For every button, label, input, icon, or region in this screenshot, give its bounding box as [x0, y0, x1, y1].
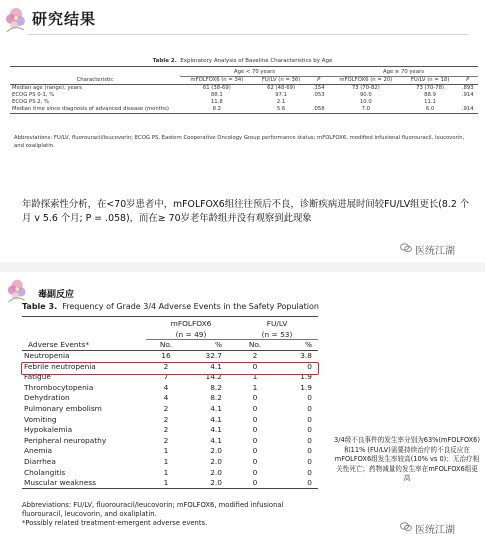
adverse-events-table — [22, 316, 318, 489]
table-caption: Table 2. Exploratory Analysis of Baseline Characteristics by Age — [152, 58, 333, 64]
baseline-table — [10, 66, 478, 114]
table-row: Median age (range), years 61 (38-69) 62 (48-69) .154 73 (70-82) 73 (70-78) .893 — [12, 85, 474, 91]
table-row: Vomiting 2 4.1 0 0 — [24, 414, 312, 424]
slide-adverse-events — [0, 272, 485, 554]
table-row: Cholangitis 1 2.0 0 0 — [24, 467, 312, 477]
footnote-text: *Possibly related treatment-emergent adverse events. — [22, 518, 208, 527]
slide-title: 研究结果 — [32, 10, 97, 28]
flower-decoration-icon — [4, 4, 34, 34]
table-row: Muscular weakness 1 2.0 0 0 — [22, 477, 318, 488]
table-row-neutropenia: Neutropenia 16 32.7 2 3.8 — [22, 350, 318, 361]
slide-title: 毒副反应 — [38, 290, 75, 300]
watermark — [400, 242, 455, 257]
table-row: Diarrhea 1 2.0 0 0 — [24, 457, 312, 467]
table-header-row: Adverse Events* No. % No. % — [22, 340, 318, 351]
slide-description: 3/4级不良事件的发生率分别为63%(mFOLFOX6)和11% (FU/LV)需要持续治疗的不良反应在mFOLFOX6组发生率较高(10% vs 0)；无治疗相关性死亡；药物减量的发生率在mFOLFOX6组更高 — [334, 436, 480, 483]
table-row: Median time since diagnosis of advanced disease (months) 8.2 5.6 .058 7.0 6.0 .914 — [10, 106, 478, 114]
slide-separator — [0, 262, 485, 272]
slide-description: 年龄探索性分析，在<70岁患者中，mFOLFOX6组往往预后不良，诊断疾病进展时间较FU/LV组更长(8.2 个月 v 5.6 个月; P = .058)，而在≥ 70岁老年龄组并没有观察到此现象 — [22, 199, 470, 224]
table-row: Fatigue 7 14.2 1 1.9 — [24, 372, 312, 382]
table-abbreviations: Abbreviations: FU/LV, fluorouracil/leucovorin; ECOG PS, Eastern Cooperative Oncology Group performance status; mFOLFOX6, modified infusional fluorouracil, leucovorin, and oxaliplatin. — [14, 135, 465, 149]
table-caption: Table 3. Frequency of Grade 3/4 Adverse Events in the Safety Population — [22, 302, 319, 311]
table-group-header: (n = 49) (n = 53) — [22, 329, 318, 340]
table-row: ECOG PS 2, % 11.8 2.1 10.0 11.1 — [12, 99, 436, 105]
table-row: Peripheral neuropathy 2 4.1 0 0 — [24, 435, 312, 445]
watermark — [400, 521, 455, 536]
wechat-logo-icon — [400, 522, 412, 535]
table-row: Febrile neutropenia 2 4.1 0 0 — [24, 361, 312, 371]
watermark-text: 医统江湖 — [415, 246, 455, 257]
abbreviations-text: Abbreviations: FU/LV, fluorouracil/leucovorin; mFOLFOX6, modified infusional fluorouracil, leucovorin, and oxaliplatin. — [22, 501, 284, 518]
table-row: ECOG PS 0-1, % 88.1 97.1 .053 90.0 88.9 .914 — [12, 92, 474, 98]
slide-baseline-characteristics — [0, 0, 485, 262]
table-group-header: mFOLFOX6 FU/LV — [170, 319, 288, 329]
neutropenia-highlight-box — [21, 362, 319, 375]
table-row: Hypokalemia 2 4.1 0 0 — [24, 425, 312, 435]
watermark-text: 医统江湖 — [415, 525, 455, 536]
flower-decoration-icon — [6, 276, 34, 304]
table-row: Dehydration 4 8.2 0 0 — [24, 393, 312, 403]
table-abbreviations — [22, 501, 322, 527]
table-row: Pulmonary embolism 2 4.1 0 0 — [24, 404, 312, 414]
table-row: Thrombocytopenia 4 8.2 1 1.9 — [24, 382, 312, 392]
table-group-header: Age < 70 years Age ≥ 70 years — [10, 69, 478, 77]
title-divider — [28, 34, 468, 35]
table-header-row: Characteristic mFOLFOX6 (n = 34) FU/LV (n = 36) P mFOLFOX6 (n = 20) FU/LV (n = 18) P — [10, 76, 478, 84]
wechat-logo-icon — [400, 243, 412, 256]
table-row: Anemia 1 2.0 0 0 — [24, 446, 312, 456]
